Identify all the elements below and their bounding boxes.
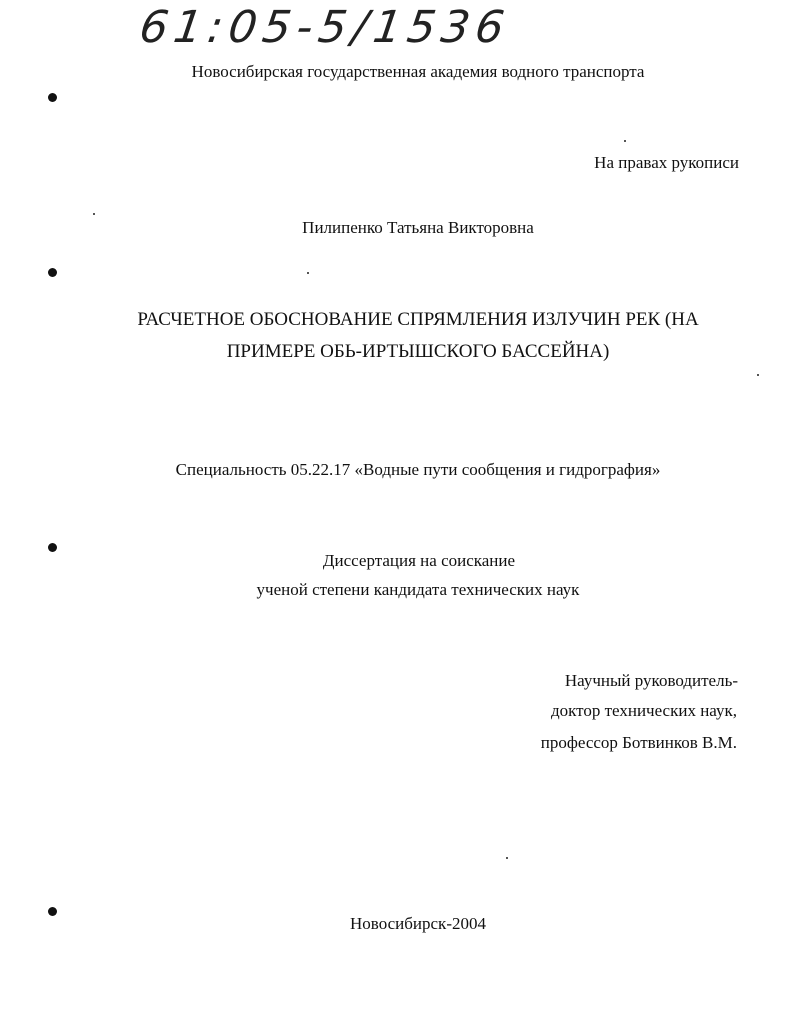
scan-speck — [624, 140, 626, 142]
rights-notice: На правах рукописи — [594, 153, 739, 172]
specialty: Специальность 05.22.17 «Водные пути сообщения и гидрография» — [175, 460, 661, 479]
scan-speck — [506, 857, 508, 859]
thesis-title-line-1: РАСЧЕТНОЕ ОБОСНОВАНИЕ СПРЯМЛЕНИЯ ИЗЛУЧИН РЕК (НА — [137, 309, 699, 330]
punch-hole-mark — [48, 93, 57, 102]
punch-hole-mark — [48, 907, 57, 916]
scan-speck — [93, 213, 95, 215]
institution: Новосибирская государственная академия водного транспорта — [191, 62, 645, 81]
scan-speck — [307, 272, 309, 274]
punch-hole-mark — [48, 268, 57, 277]
punch-hole-mark — [48, 543, 57, 552]
scan-speck — [757, 374, 759, 376]
degree-line-2: ученой степени кандидата технических наук — [256, 580, 580, 599]
degree-line-1: Диссертация на соискание — [322, 551, 516, 570]
supervisor-line-2: доктор технических наук, — [550, 701, 737, 720]
supervisor-line-3: профессор Ботвинков В.М. — [540, 733, 737, 752]
supervisor-line-1: Научный руководитель- — [564, 671, 738, 690]
city-year: Новосибирск-2004 — [350, 914, 486, 933]
author-name: Пилипенко Татьяна Викторовна — [302, 218, 534, 237]
handwritten-catalog-code: 61:05-5/1536 — [136, 2, 514, 53]
thesis-title-line-2: ПРИМЕРЕ ОБЬ-ИРТЫШСКОГО БАССЕЙНА) — [226, 341, 610, 362]
